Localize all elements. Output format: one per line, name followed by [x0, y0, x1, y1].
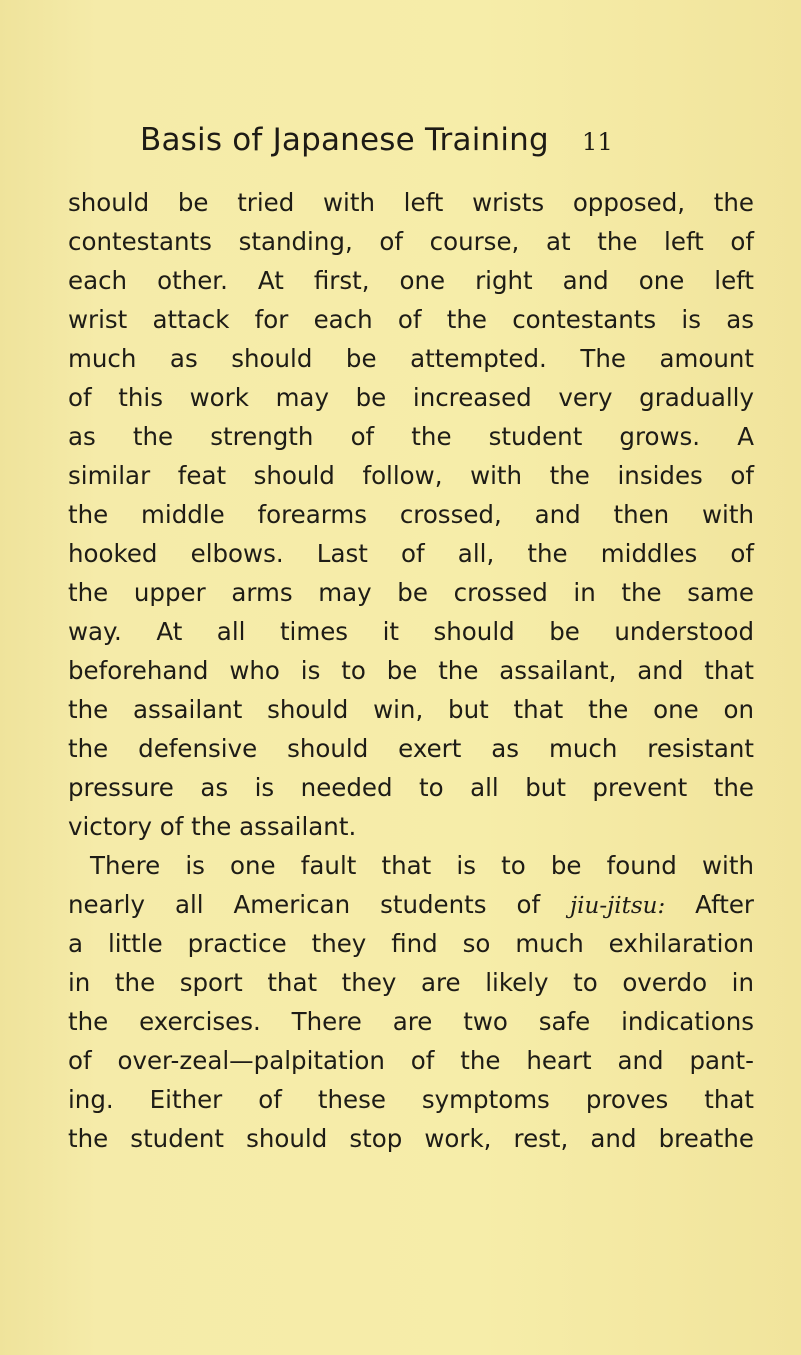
text-line: a little practice they find so much exhilaration	[68, 929, 754, 958]
text-line-paragraph-end: victory of the assailant.	[68, 812, 357, 841]
text-line: of over-zeal—palpitation of the heart and pant-	[68, 1046, 754, 1075]
text-line: the student should stop work, rest, and breathe	[68, 1124, 754, 1153]
text-line: in the sport that they are likely to overdo in	[68, 968, 754, 997]
text-line: the upper arms may be crossed in the same	[68, 578, 754, 607]
text-line: pressure as is needed to all but prevent the	[68, 773, 754, 802]
text-line: way. At all times it should be understood	[68, 617, 754, 646]
italic-term: jiu-jitsu:	[570, 893, 666, 919]
text-run: nearly all American students of	[68, 890, 571, 919]
text-line: wrist attack for each of the contestants is as	[68, 305, 754, 334]
body-text	[68, 183, 754, 1158]
text-line: the assailant should win, but that the one on	[68, 695, 754, 724]
running-head	[140, 122, 660, 170]
text-line-with-italic	[68, 885, 754, 924]
text-line-paragraph-start: There is one fault that is to be found with	[90, 851, 754, 880]
page-number: 11	[582, 128, 613, 156]
text-line: much as should be attempted. The amount	[68, 344, 754, 373]
text-line: contestants standing, of course, at the left of	[68, 227, 754, 256]
running-head-title: Basis of Japanese Training	[140, 122, 549, 158]
text-run: After	[665, 890, 755, 919]
text-line: ing. Either of these symptoms proves that	[68, 1085, 754, 1114]
text-line: each other. At first, one right and one left	[68, 266, 754, 295]
text-line: the exercises. There are two safe indications	[68, 1007, 754, 1036]
text-line: similar feat should follow, with the insides of	[68, 461, 754, 490]
text-line: as the strength of the student grows. A	[68, 422, 754, 451]
text-line: the middle forearms crossed, and then with	[68, 500, 754, 529]
text-line: of this work may be increased very gradually	[68, 383, 754, 412]
text-line: beforehand who is to be the assailant, and that	[68, 656, 754, 685]
text-line: should be tried with left wrists opposed, the	[68, 188, 754, 217]
text-line: the defensive should exert as much resistant	[68, 734, 754, 763]
text-line: hooked elbows. Last of all, the middles of	[68, 539, 754, 568]
